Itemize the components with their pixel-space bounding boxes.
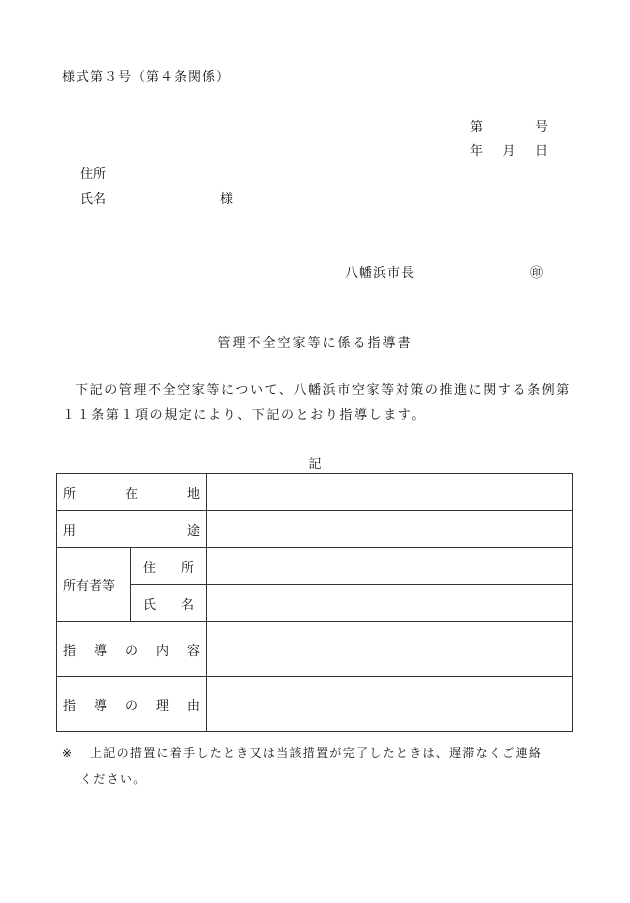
owner-address-label: 住 所 — [131, 548, 207, 585]
table-row-reason — [57, 677, 573, 732]
document-number — [470, 116, 548, 135]
ki-label: 記 — [308, 457, 322, 472]
table-row-owner-name — [57, 585, 573, 622]
footnote-line-1: ※ 上記の措置に着手したとき又は当該措置が完了したときは、遅滞なくご連絡 — [62, 740, 574, 766]
body-text: 下記の管理不全空家等について、八幡浜市空家等対策の推進に関する条例第１１条第１項の規定により、下記のとおり指導します。 — [62, 383, 571, 423]
table-row-content — [57, 622, 573, 677]
document-title: 管理不全空家等に係る指導書 — [217, 336, 413, 351]
content-value[interactable] — [207, 622, 573, 677]
location-value[interactable] — [207, 474, 573, 511]
doc-number-prefix: 第 — [470, 120, 484, 135]
recipient-name-label: 氏名 — [80, 192, 107, 207]
footnote-line-2: ください。 — [80, 772, 147, 786]
date-day: 日 — [534, 144, 548, 159]
content-label: 指 導 の 内 容 — [57, 622, 207, 677]
doc-number-suffix: 号 — [534, 120, 548, 135]
owner-name-value[interactable] — [207, 585, 573, 622]
document-date — [470, 140, 548, 159]
footnote — [62, 740, 574, 792]
recipient-address-label: 住所 — [80, 167, 107, 182]
owner-name-label: 氏 名 — [131, 585, 207, 622]
usage-value[interactable] — [207, 511, 573, 548]
table-row-usage — [57, 511, 573, 548]
issuer-title: 八幡浜市長 — [345, 266, 416, 281]
reason-value[interactable] — [207, 677, 573, 732]
owner-label: 所有者等 — [57, 548, 131, 622]
note-mark: ※ — [62, 746, 74, 760]
reason-label: 指 導 の 理 由 — [57, 677, 207, 732]
recipient-honorific: 様 — [220, 192, 234, 207]
details-table — [56, 473, 573, 732]
owner-address-value[interactable] — [207, 548, 573, 585]
location-label: 所 在 地 — [57, 474, 207, 511]
form-number: 様式第３号（第４条関係） — [62, 70, 231, 85]
table-row-owner-address — [57, 548, 573, 585]
date-month: 月 — [502, 144, 516, 159]
usage-label: 用 途 — [57, 511, 207, 548]
table-row-location — [57, 474, 573, 511]
date-year: 年 — [470, 144, 484, 159]
seal-icon: ㊞ — [530, 266, 544, 281]
